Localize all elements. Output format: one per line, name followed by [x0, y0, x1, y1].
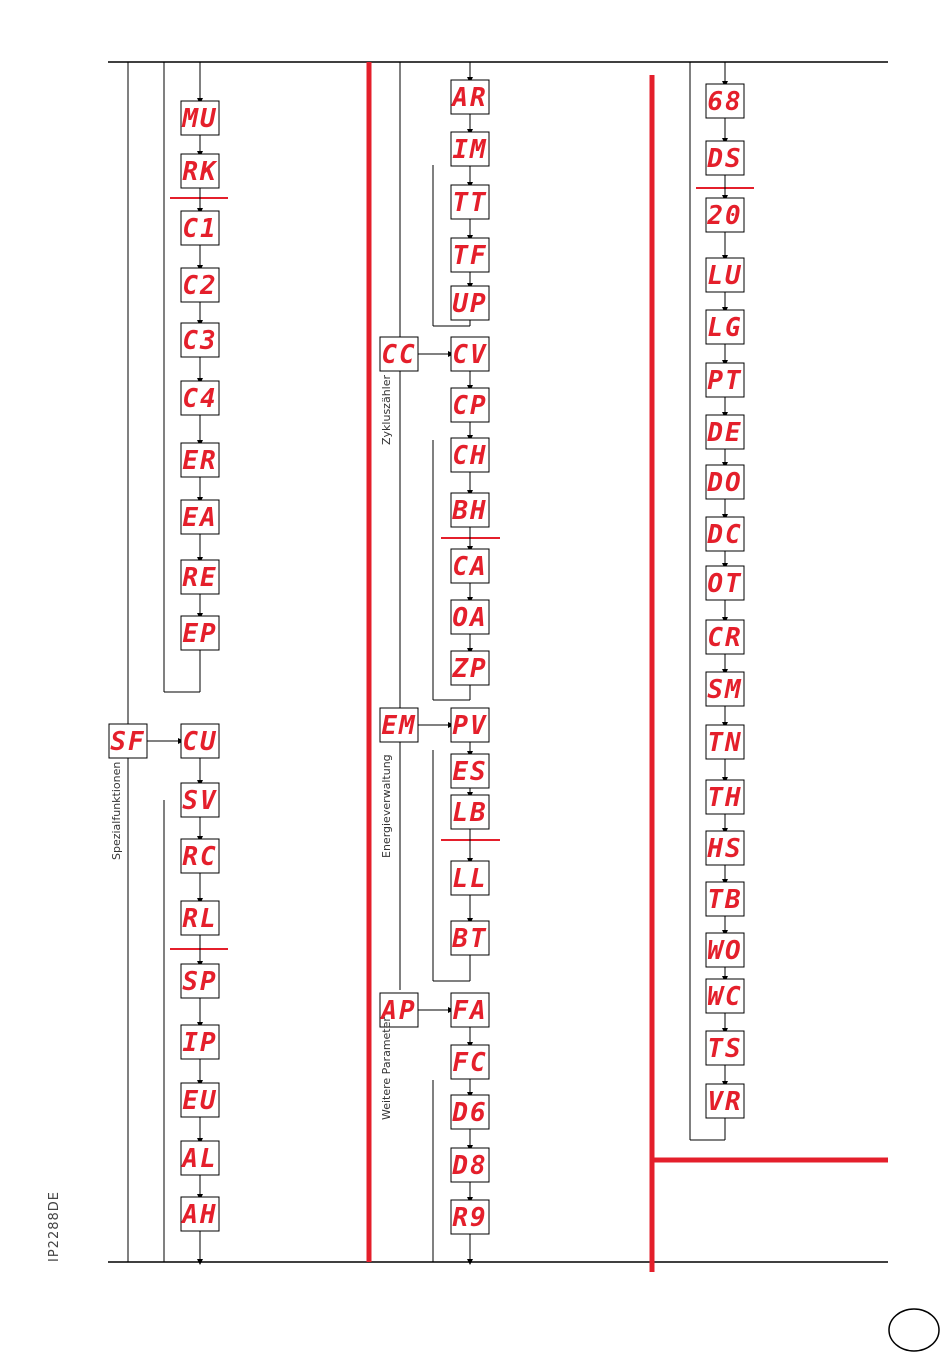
param-ch	[451, 438, 489, 472]
param-ll	[451, 861, 489, 895]
param-pt	[706, 363, 744, 397]
param-20-code: 20	[707, 201, 743, 231]
param-vr	[706, 1084, 744, 1118]
param-sv-code: SV	[182, 786, 218, 816]
param-ot	[706, 566, 744, 600]
param-cu-code: CU	[182, 727, 218, 757]
param-c1	[181, 211, 219, 245]
param-eu-code: EU	[182, 1086, 218, 1116]
param-wc	[706, 979, 744, 1013]
param-ts-code: TS	[707, 1034, 743, 1064]
param-c4	[181, 381, 219, 415]
param-ah	[180, 1197, 219, 1231]
param-im	[451, 132, 489, 166]
param-c4-code: C4	[182, 384, 218, 414]
em-group-label: Energieverwaltung	[380, 754, 393, 858]
group-em	[380, 708, 418, 742]
param-dc	[706, 517, 744, 551]
param-r9-code: R9	[452, 1203, 488, 1233]
param-tn	[706, 725, 744, 759]
param-rk	[181, 154, 219, 188]
param-d6	[451, 1095, 489, 1129]
param-lu-code: LU	[707, 261, 743, 291]
group-cc	[380, 337, 418, 371]
param-mu-code: MU	[182, 104, 218, 134]
param-zp-code: ZP	[452, 654, 488, 684]
param-c3-code: C3	[182, 326, 218, 356]
param-sm	[706, 672, 744, 706]
param-th-code: TH	[707, 783, 743, 813]
param-tf	[451, 238, 489, 272]
param-d8-code: D8	[452, 1151, 488, 1181]
param-ch-code: CH	[452, 441, 488, 471]
param-20	[706, 198, 744, 232]
param-ds-code: DS	[707, 144, 743, 174]
param-ca	[451, 549, 489, 583]
param-up	[451, 286, 489, 320]
param-ca-code: CA	[452, 552, 488, 582]
group-em-code: EM	[381, 711, 417, 741]
param-ts	[706, 1031, 744, 1065]
param-lg	[706, 310, 744, 344]
param-up-code: UP	[452, 289, 488, 319]
param-pt-code: PT	[707, 366, 743, 396]
param-vr-code: VR	[707, 1087, 743, 1117]
param-ar	[450, 80, 489, 114]
param-pv-code: PV	[452, 711, 488, 741]
param-tf-code: TF	[452, 241, 488, 271]
param-c1-code: C1	[182, 214, 218, 244]
param-sm-code: SM	[707, 675, 743, 705]
param-es	[451, 754, 489, 788]
param-dc-code: DC	[707, 520, 743, 550]
param-hs	[706, 831, 744, 865]
param-ep	[181, 616, 219, 650]
param-tb	[706, 882, 744, 916]
param-ah-code: AH	[182, 1200, 218, 1230]
param-hs-code: HS	[707, 834, 743, 864]
param-rc	[181, 839, 219, 873]
param-sp-code: SP	[182, 967, 218, 997]
param-cr-code: CR	[707, 623, 743, 653]
param-er-code: ER	[182, 446, 218, 476]
sf-group-label: Spezialfunktionen	[110, 761, 123, 860]
param-oa-code: OA	[452, 603, 488, 633]
param-cp-code: CP	[452, 391, 488, 421]
page-number-badge	[889, 1309, 939, 1351]
param-pv	[451, 708, 489, 742]
param-de-code: DE	[707, 418, 743, 448]
param-sp	[181, 964, 219, 998]
param-tb-code: TB	[707, 885, 743, 915]
param-cv-code: CV	[452, 340, 488, 370]
param-tt-code: TT	[452, 188, 488, 218]
param-ip-code: IP	[182, 1028, 218, 1058]
param-d8	[451, 1148, 489, 1182]
param-al	[180, 1141, 219, 1175]
param-cr	[706, 620, 744, 654]
param-cu	[181, 724, 219, 758]
param-ep-code: EP	[182, 619, 218, 649]
param-do-code: DO	[707, 468, 743, 498]
param-sv	[181, 783, 219, 817]
param-de	[706, 415, 744, 449]
param-re	[181, 560, 219, 594]
param-fc-code: FC	[452, 1048, 488, 1078]
ap-group-label: Weitere Parameter	[380, 1017, 393, 1120]
param-cv	[451, 337, 489, 371]
param-al-code: AL	[182, 1144, 218, 1174]
group-cc-code: CC	[381, 340, 417, 370]
param-ip	[181, 1025, 219, 1059]
param-bt	[451, 921, 489, 955]
cc-group-label: Zykluszähler	[380, 374, 393, 445]
param-lb-code: LB	[452, 798, 488, 828]
param-wc-code: WC	[707, 982, 743, 1012]
param-th	[706, 780, 744, 814]
param-cp	[451, 388, 489, 422]
group-sf	[109, 724, 147, 758]
param-bh-code: BH	[452, 496, 488, 526]
param-wo	[706, 933, 744, 967]
param-fa	[451, 993, 489, 1027]
param-rc-code: RC	[182, 842, 218, 872]
param-er	[181, 443, 219, 477]
param-rk-code: RK	[182, 157, 218, 187]
param-c2	[181, 268, 219, 302]
param-zp	[451, 651, 489, 685]
document-id: IP2288DE	[47, 1191, 62, 1262]
group-sf-code: SF	[110, 727, 146, 757]
param-68-code: 68	[707, 87, 743, 117]
param-ll-code: LL	[452, 864, 488, 894]
param-fa-code: FA	[452, 996, 488, 1026]
param-oa	[451, 600, 489, 634]
param-fc	[451, 1045, 489, 1079]
param-c2-code: C2	[182, 271, 218, 301]
param-d6-code: D6	[452, 1098, 488, 1128]
param-ea-code: EA	[182, 503, 218, 533]
param-lg-code: LG	[707, 313, 743, 343]
param-rl-code: RL	[182, 904, 218, 934]
param-ds	[706, 141, 744, 175]
param-im-code: IM	[452, 135, 488, 165]
param-re-code: RE	[182, 563, 218, 593]
param-bh	[451, 493, 489, 527]
param-tt	[451, 185, 489, 219]
param-lb	[451, 795, 489, 829]
param-wo-code: WO	[707, 936, 743, 966]
param-es-code: ES	[452, 757, 488, 787]
param-lu	[706, 258, 744, 292]
param-tn-code: TN	[707, 728, 743, 758]
param-eu	[181, 1083, 219, 1117]
param-ot-code: OT	[707, 569, 743, 599]
param-r9	[451, 1200, 489, 1234]
param-do	[706, 465, 744, 499]
param-c3	[181, 323, 219, 357]
param-ar-code: AR	[452, 83, 488, 113]
param-68	[706, 84, 744, 118]
group-ap-code: AP	[381, 996, 417, 1026]
param-rl	[181, 901, 219, 935]
param-bt-code: BT	[452, 924, 488, 954]
param-ea	[181, 500, 219, 534]
param-mu	[181, 101, 219, 135]
